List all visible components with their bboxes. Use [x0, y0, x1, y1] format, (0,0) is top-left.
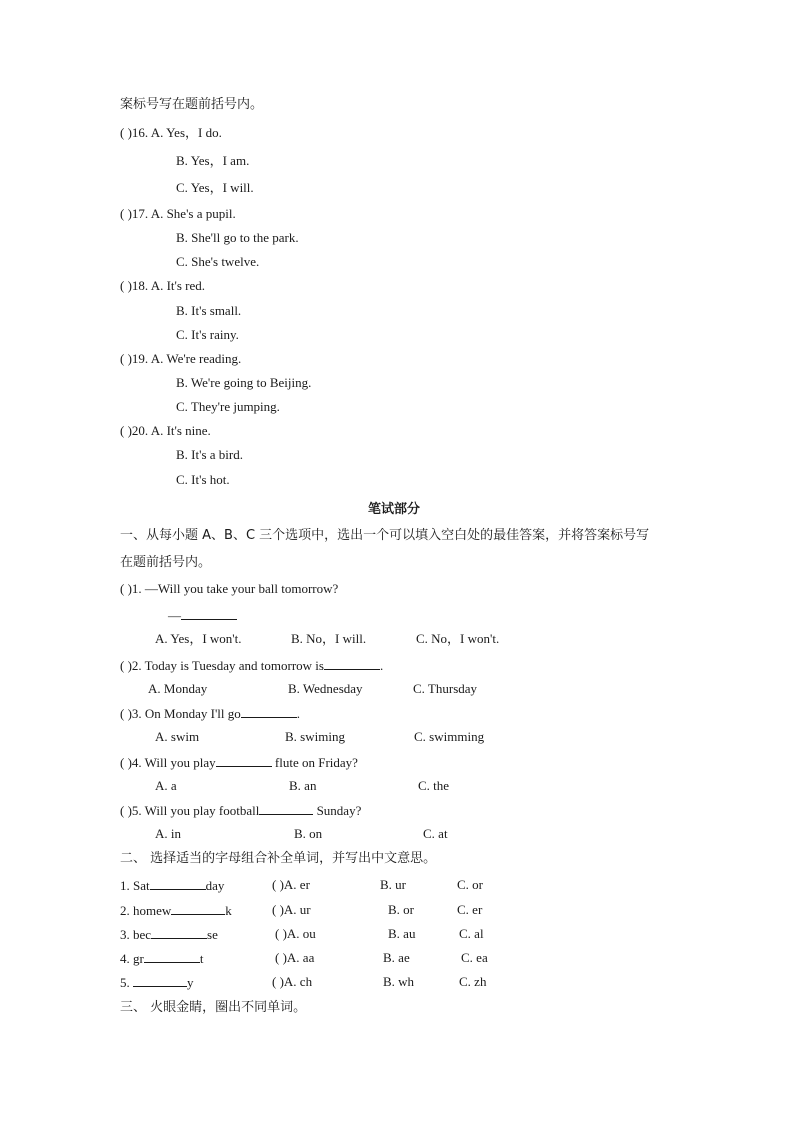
question-16-a: ( )16. A. Yes，I do.	[120, 125, 222, 140]
s2-item-1-option-b: B. ur	[380, 877, 406, 892]
question-17-a: ( )17. A. She's a pupil.	[120, 206, 236, 221]
s2-item-5-option-c: C. zh	[459, 974, 487, 989]
section-2-heading: 二、 选择适当的字母组合补全单词，并写出中文意思。	[120, 851, 437, 866]
s2-item-5-option-a: ( )A. ch	[272, 974, 313, 989]
s1-q5-option-b: B. on	[294, 826, 323, 841]
s2-item-3-word: 3. bec se	[120, 927, 218, 942]
question-17-c: C. She's twelve.	[176, 254, 260, 269]
section-1-instruction-cont: 在题前括号内。	[120, 555, 212, 570]
question-19-b: B. We're going to Beijing.	[176, 375, 312, 390]
s1-q5-option-a: A. in	[155, 826, 181, 841]
s1-q4-option-c: C. the	[418, 778, 450, 793]
written-part-title: 笔试部分	[368, 502, 421, 517]
s1-q2-option-a: A. Monday	[148, 681, 208, 696]
s1-q4-option-a: A. a	[155, 778, 177, 793]
s1-q1-option-c: C. No，I won't.	[416, 631, 500, 646]
s1-q1-stem: ( )1. —Will you take your ball tomorrow?	[120, 581, 339, 596]
s1-q4-stem: ( )4. Will you play flute on Friday?	[120, 755, 358, 770]
question-16-c: C. Yes，I will.	[176, 180, 254, 195]
question-18-a: ( )18. A. It's red.	[120, 278, 206, 293]
s1-q2-stem: ( )2. Today is Tuesday and tomorrow is .	[120, 658, 384, 673]
s2-item-4-option-c: C. ea	[461, 950, 488, 965]
s1-q5-stem: ( )5. Will you play football Sunday?	[120, 803, 362, 818]
s1-q3-stem: ( )3. On Monday I'll go .	[120, 706, 301, 721]
s2-item-1-option-c: C. or	[457, 877, 483, 892]
question-19-c: C. They're jumping.	[176, 399, 280, 414]
s1-q3-option-b: B. swiming	[285, 729, 345, 744]
question-18-b: B. It's small.	[176, 303, 242, 318]
question-17-b: B. She'll go to the park.	[176, 230, 299, 245]
s1-q3-option-c: C. swimming	[414, 729, 485, 744]
s2-item-2-word: 2. homew k	[120, 903, 232, 918]
intro-tail: 案标号写在题前括号内。	[120, 97, 264, 112]
s2-item-3-option-b: B. au	[388, 926, 416, 941]
s2-item-4-option-a: ( )A. aa	[275, 950, 315, 965]
s2-item-5-word: 5. y	[120, 975, 194, 990]
s1-q1-answer-line: —	[168, 607, 237, 624]
s2-item-4-word: 4. gr t	[120, 951, 204, 966]
question-20-a: ( )20. A. It's nine.	[120, 423, 211, 438]
question-16-b: B. Yes，I am.	[176, 153, 250, 168]
question-20-c: C. It's hot.	[176, 472, 230, 487]
s1-q1-option-b: B. No，I will.	[291, 631, 367, 646]
s1-q3-option-a: A. swim	[155, 729, 200, 744]
question-18-c: C. It's rainy.	[176, 327, 239, 342]
s2-item-1-word: 1. Sat day	[120, 878, 225, 893]
s2-item-4-option-b: B. ae	[383, 950, 410, 965]
s1-q2-option-b: B. Wednesday	[288, 681, 363, 696]
section-1-instruction: 一、从每小题 A、B、C 三个选项中，选出一个可以填入空白处的最佳答案，并将答案标号写	[120, 528, 650, 543]
s2-item-1-option-a: ( )A. er	[272, 877, 310, 892]
s1-q4-option-b: B. an	[289, 778, 317, 793]
s2-item-2-option-a: ( )A. ur	[272, 902, 311, 917]
s2-item-2-option-b: B. or	[388, 902, 414, 917]
s1-q5-option-c: C. at	[423, 826, 448, 841]
s2-item-3-option-a: ( )A. ou	[275, 926, 316, 941]
s1-q2-option-c: C. Thursday	[413, 681, 478, 696]
s2-item-5-option-b: B. wh	[383, 974, 415, 989]
question-20-b: B. It's a bird.	[176, 447, 243, 462]
question-19-a: ( )19. A. We're reading.	[120, 351, 242, 366]
s1-q1-option-a: A. Yes，I won't.	[155, 631, 242, 646]
s2-item-3-option-c: C. al	[459, 926, 484, 941]
section-3-heading: 三、 火眼金睛，圈出不同单词。	[120, 1000, 307, 1015]
s2-item-2-option-c: C. er	[457, 902, 483, 917]
